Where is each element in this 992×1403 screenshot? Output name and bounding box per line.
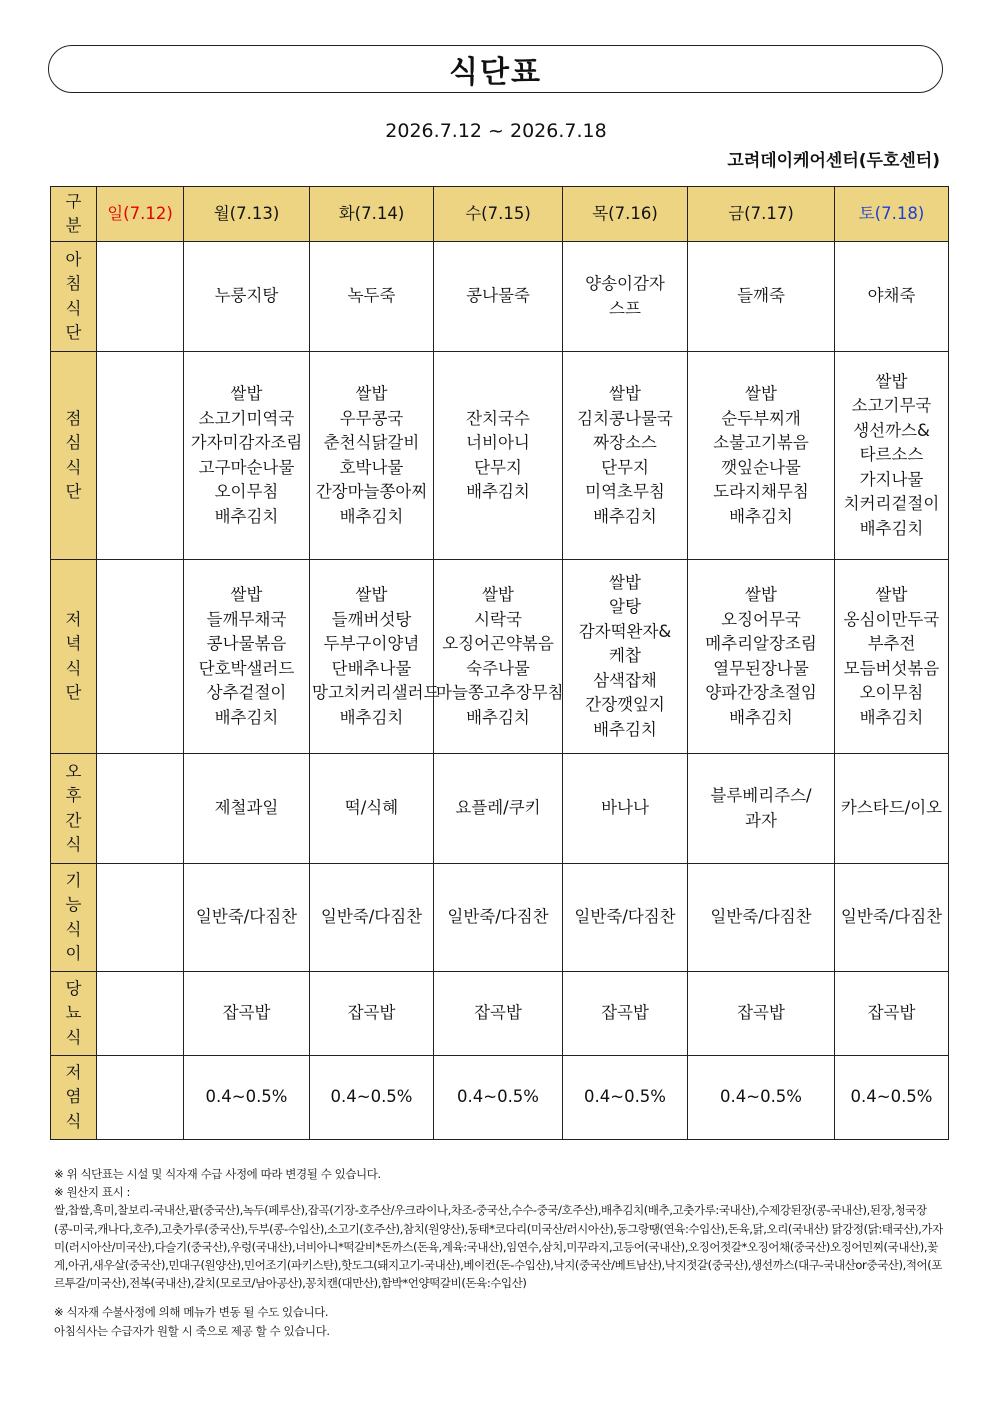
- page-title: 식단표: [449, 55, 542, 90]
- day-header: 토(7.18): [835, 187, 949, 242]
- menu-cell: 요플레/쿠키: [434, 754, 563, 864]
- menu-cell: 잡곡밥: [184, 972, 310, 1056]
- menu-cell: 잡곡밥: [688, 972, 835, 1056]
- day-header: 화(7.14): [310, 187, 434, 242]
- meal-row: [51, 864, 949, 972]
- row-label: 저 염 식: [51, 1056, 97, 1140]
- notes: [54, 1165, 944, 1340]
- menu-cell: 쌀밥 김치콩나물국 짜장소스 단무지 미역초무침 배추김치: [563, 352, 688, 560]
- meal-row: [51, 242, 949, 352]
- row-label: 점 심 식 단: [51, 352, 97, 560]
- menu-cell: 쌀밥 소고기미역국 가자미감자조림 고구마순나물 오이무침 배추김치: [184, 352, 310, 560]
- menu-cell: 야채죽: [835, 242, 949, 352]
- row-label: 당 뇨 식: [51, 972, 97, 1056]
- row-label: 오 후 간 식: [51, 754, 97, 864]
- meal-row: [51, 560, 949, 754]
- day-header: 목(7.16): [563, 187, 688, 242]
- menu-cell: 양송이감자 스프: [563, 242, 688, 352]
- menu-cell: 일반죽/다짐찬: [688, 864, 835, 972]
- menu-cell: 쌀밥 오징어무국 메추리알장조림 열무된장나물 양파간장초절임 배추김치: [688, 560, 835, 754]
- menu-cell: 0.4~0.5%: [688, 1056, 835, 1140]
- day-header: 수(7.15): [434, 187, 563, 242]
- row-label: 기 능 식 이: [51, 864, 97, 972]
- menu-cell: [97, 972, 184, 1056]
- menu-cell: 쌀밥 옹심이만두국 부추전 모듬버섯볶음 오이무침 배추김치: [835, 560, 949, 754]
- menu-cell: [97, 754, 184, 864]
- meal-row: [51, 972, 949, 1056]
- menu-cell: 쌀밥 들깨버섯탕 두부구이양념 단배추나물 망고치커리샐러드 배추김치: [310, 560, 434, 754]
- menu-cell: 일반죽/다짐찬: [835, 864, 949, 972]
- menu-cell: 쌀밥 우무콩국 춘천식닭갈비 호박나물 간장마늘쫑아찌 배추김치: [310, 352, 434, 560]
- meal-row: [51, 1056, 949, 1140]
- menu-cell: 블루베리주스/ 과자: [688, 754, 835, 864]
- supply-notice: ※ 식자재 수불사정에 의해 메뉴가 변동 될 수도 있습니다.: [54, 1305, 329, 1320]
- menu-cell: [97, 560, 184, 754]
- row-label: 아 침 식 단: [51, 242, 97, 352]
- day-header: 월(7.13): [184, 187, 310, 242]
- header-row: [51, 187, 949, 242]
- menu-cell: 일반죽/다짐찬: [184, 864, 310, 972]
- row-label: 저 녁 식 단: [51, 560, 97, 754]
- menu-cell: 들깨죽: [688, 242, 835, 352]
- menu-cell: [97, 242, 184, 352]
- center-name: 고려데이케어센터(두호센터): [727, 151, 940, 171]
- meal-row: [51, 352, 949, 560]
- menu-cell: 0.4~0.5%: [184, 1056, 310, 1140]
- menu-cell: [97, 1056, 184, 1140]
- date-range: 2026.7.12 ~ 2026.7.18: [385, 120, 607, 142]
- menu-cell: 쌀밥 들깨무채국 콩나물볶음 단호박샐러드 상추겉절이 배추김치: [184, 560, 310, 754]
- menu-cell: 쌀밥 소고기무국 생선까스&타르소스 가지나물 치커리겉절이 배추김치: [835, 352, 949, 560]
- menu-cell: 쌀밥 순두부찌개 소불고기볶음 깻잎순나물 도라지채무침 배추김치: [688, 352, 835, 560]
- menu-cell: 누룽지탕: [184, 242, 310, 352]
- menu-cell: 일반죽/다짐찬: [563, 864, 688, 972]
- menu-cell: 잡곡밥: [434, 972, 563, 1056]
- menu-cell: [97, 352, 184, 560]
- menu-cell: 쌀밥 알탕 감자떡완자&케찹 삼색잡채 간장깻잎지 배추김치: [563, 560, 688, 754]
- menu-cell: 쌀밥 시락국 오징어곤약볶음 숙주나물 마늘쫑고추장무침 배추김치: [434, 560, 563, 754]
- menu-table: [50, 186, 949, 1140]
- breakfast-notice: 아침식사는 수급자가 원할 시 죽으로 제공 할 수 있습니다.: [54, 1323, 330, 1338]
- menu-cell: 0.4~0.5%: [310, 1056, 434, 1140]
- menu-cell: 0.4~0.5%: [563, 1056, 688, 1140]
- menu-cell: 일반죽/다짐찬: [434, 864, 563, 972]
- menu-cell: 일반죽/다짐찬: [310, 864, 434, 972]
- menu-cell: 0.4~0.5%: [434, 1056, 563, 1140]
- menu-cell: 잡곡밥: [563, 972, 688, 1056]
- menu-cell: 잡곡밥: [835, 972, 949, 1056]
- menu-cell: 바나나: [563, 754, 688, 864]
- menu-cell: 잔치국수 너비아니 단무지 배추김치: [434, 352, 563, 560]
- origin-text: 쌀,찹쌀,흑미,찰보리-국내산,팥(중국산),녹두(페루산),잡곡(기장-호주산/우크라이나,차조-중국산,수수-중국/호주산),배추김치(배추,고춧가루:국내산),수제강된장(콩-국내산),된장,청국장(콩-미국,캐나다,호주),고춧가루(중국산),두부(콩-수입산),소고기(호주산),참치(원양산),동태*코다리(미국산/러시아산),동그랑땡(연육:수입산),돈육,닭,오리(국내산) 닭강정(닭:태국산),가자미(러시아산/미국산),다슬기(중국산),우렁(국내산),너비아니*떡갈비*돈까스(돈육,계육:국내산),임연수,삼치,미꾸라지,고등어(국내산),오징어젓갈*오징어채(중국산)오징어민찌(국내산),꽃게,아귀,새우살(중국산),민대구(원양산),민어조기(파키스탄),핫도그(돼지고기-국내산),베이컨(돈-수입산),낙지(중국산/베트남산),낙지젓갈(중국산),생선까스(대구-국내산or중국산),적어(포르투갈/미국산),전복(국내산),갈치(모로코/남아공산),꽁치캔(대만산),함박*언양떡갈비(돈육:수입산): [54, 1203, 943, 1291]
- menu-cell: 잡곡밥: [310, 972, 434, 1056]
- title-box: [48, 45, 943, 93]
- menu-cell: [97, 864, 184, 972]
- category-header: 구 분: [51, 187, 97, 242]
- origin-title: ※ 원산지 표시 :: [54, 1185, 131, 1200]
- menu-cell: 떡/식혜: [310, 754, 434, 864]
- day-header: 금(7.17): [688, 187, 835, 242]
- menu-cell: 콩나물죽: [434, 242, 563, 352]
- change-notice: ※ 위 식단표는 시설 및 식자재 수급 사정에 따라 변경될 수 있습니다.: [54, 1167, 381, 1181]
- meal-row: [51, 754, 949, 864]
- menu-cell: 0.4~0.5%: [835, 1056, 949, 1140]
- day-header: 일(7.12): [97, 187, 184, 242]
- menu-cell: 제철과일: [184, 754, 310, 864]
- menu-cell: 카스타드/이오: [835, 754, 949, 864]
- menu-cell: 녹두죽: [310, 242, 434, 352]
